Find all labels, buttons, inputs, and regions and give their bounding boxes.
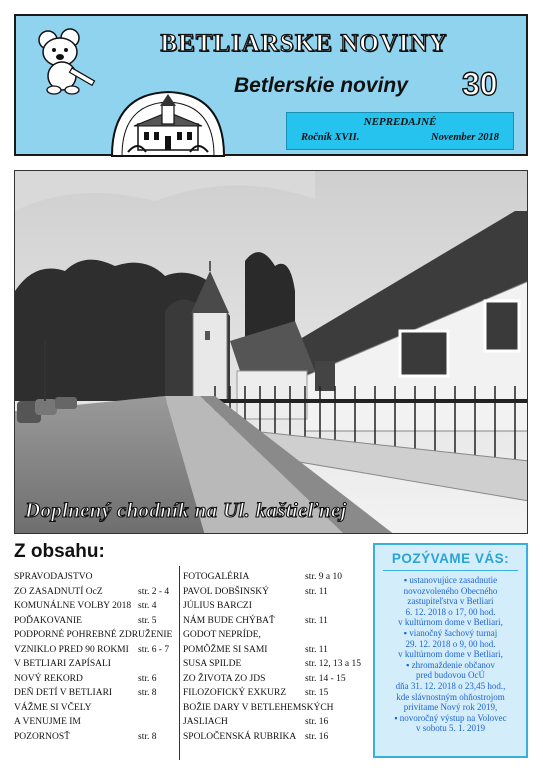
contents-item: [183, 614, 373, 629]
contents-item: [183, 585, 373, 600]
invitation-line: v kultúrnom dome v Betliari,: [398, 649, 503, 660]
article-title: POMÔŽME SI SAMI: [183, 644, 268, 655]
article-page: str. 16: [305, 731, 329, 742]
newspaper-title: BETLIARSKE NOVINY: [160, 30, 448, 57]
contents-item: [14, 599, 180, 614]
invitation-heading: POZÝVAME VÁS:: [391, 551, 510, 566]
volume-label: Ročník XVII.: [301, 132, 360, 143]
article-title: ZO ZASADNUTÍ OcZ: [14, 586, 103, 597]
events-invitation-box: [373, 543, 528, 758]
contents-item: [183, 715, 373, 730]
invitation-line: novozvoleného Obecného: [403, 585, 498, 596]
article-title: PAVOL DOBŠINSKÝ: [183, 586, 269, 597]
article-title: KOMUNÁLNE VOLBY 2018: [14, 601, 132, 611]
article-page: str. 9 a 10: [305, 572, 342, 582]
article-title: NÁM BUDE CHÝBAŤ: [183, 615, 275, 626]
article-title: VÁŽME SI VČELY: [14, 702, 92, 713]
article-title: POĎAKOVANIE: [14, 615, 82, 626]
article-page: str. 6: [138, 673, 157, 684]
contents-item: [14, 570, 180, 585]
invitation-line: zastupiteľstva v Betliari: [407, 596, 494, 607]
contents-item: [14, 715, 180, 730]
invitation-line: kde slávnostným ohňostrojom: [396, 691, 505, 702]
invitation-line: ▪ ustanovujúce zasadnutie: [403, 575, 498, 585]
article-page: str. 16: [305, 717, 329, 727]
manor-house-emblem: [108, 80, 228, 158]
contents-item: [14, 585, 180, 600]
article-title: NOVÝ REKORD: [14, 673, 83, 684]
article-title: GODOT NEPRÍDE,: [183, 630, 261, 640]
article-title: SPRAVODAJSTVO: [14, 572, 93, 582]
article-page: str. 4: [138, 601, 157, 611]
article-title: JASLIACH: [183, 717, 228, 727]
article-title: SUSA SPILDE: [183, 659, 242, 669]
invitation-line: ▪ zhromaždenie občanov: [406, 659, 495, 670]
contents-item: [14, 614, 180, 629]
article-page: str. 11: [305, 615, 328, 626]
invitation-line: pred budovou OcÚ: [416, 670, 485, 681]
contents-item: [14, 672, 180, 687]
article-title: BOŽIE DARY V BETLEHEMSKÝCH: [183, 702, 334, 713]
contents-right-column: [183, 570, 373, 744]
article-title: SPOLOČENSKÁ RUBRIKA: [183, 731, 297, 742]
contents-item: [183, 657, 373, 672]
invitation-divider: [383, 570, 518, 571]
contents-item: [183, 701, 373, 716]
article-page: str. 5: [138, 615, 157, 626]
article-page: str. 11: [305, 586, 328, 597]
contents-item: [183, 599, 373, 614]
contents-item: [183, 643, 373, 658]
contents-item: [14, 730, 180, 745]
contents-item: [14, 657, 180, 672]
contents-item: [183, 730, 373, 745]
invitation-line: v kultúrnom dome v Betliari,: [398, 617, 503, 628]
invitation-line: v sobotu 5. 1. 2019: [415, 723, 485, 734]
contents-item: [183, 628, 373, 643]
photo-caption: Doplnený chodník na Ul. kaštieľnej: [25, 498, 347, 522]
article-title: VZNIKLO PRED 90 ROKMI: [14, 644, 129, 655]
issue-date: November 2018: [431, 132, 499, 143]
invitation-line: 6. 12. 2018 o 17, 00 hod.: [405, 606, 496, 617]
article-title: JÚLIUS BARCZI: [183, 601, 252, 611]
invitation-line: ▪ novoročný výstup na Volovec: [394, 712, 507, 723]
article-page: str. 2 - 4: [138, 586, 170, 597]
contents-item: [14, 686, 180, 701]
article-page: str. 12, 13 a 15: [305, 659, 361, 669]
article-page: str. 8: [138, 688, 157, 698]
contents-left-column: [14, 570, 180, 744]
invitation-line: dňa 31. 12. 2018 o 23,45 hod.,: [395, 680, 506, 691]
contents-item: [14, 628, 180, 643]
article-title: A VENUJME IM: [14, 717, 81, 727]
article-page: str. 11: [305, 644, 328, 655]
bear-mascot-logo: [26, 26, 104, 96]
article-title: ZO ŽIVOTA ZO JDS: [183, 673, 266, 684]
not-for-sale-label: NEPREDAJNÉ: [363, 116, 437, 128]
article-page: str. 15: [305, 688, 329, 698]
article-title: FOTOGALÉRIA: [183, 572, 250, 582]
article-page: str. 14 - 15: [305, 673, 346, 684]
contents-heading: Z obsahu:: [14, 541, 105, 562]
cover-photo: [14, 170, 528, 534]
invitation-text: [375, 575, 526, 734]
contents-item: [14, 701, 180, 716]
newspaper-subtitle: Betlerskie noviny: [234, 74, 408, 97]
article-page: str. 6 - 7: [138, 644, 170, 655]
article-title: PODPORNÉ POHREBNÉ ZDRUŽENIE: [14, 630, 173, 640]
invitation-line: 29. 12. 2018 o 9, 00 hod.: [405, 638, 496, 649]
contents-item: [183, 672, 373, 687]
article-title: DEŇ DETÍ V BETLIARI: [14, 688, 113, 698]
contents-item: [183, 570, 373, 585]
article-title: POZORNOSŤ: [14, 731, 70, 742]
street-photo-illustration: [15, 171, 528, 534]
invitation-line: ▪ vianočný šachový turnaj: [403, 627, 498, 638]
contents-item: [14, 643, 180, 658]
article-title: V BETLIARI ZAPÍSALI: [14, 659, 111, 669]
issue-number: 30: [462, 66, 498, 102]
masthead: [14, 14, 528, 156]
contents-item: [183, 686, 373, 701]
article-page: str. 8: [138, 731, 157, 742]
article-title: FILOZOFICKÝ EXKURZ: [183, 688, 287, 698]
invitation-line: privítame Nový rok 2019,: [403, 702, 498, 713]
issue-info-box: [286, 112, 514, 150]
